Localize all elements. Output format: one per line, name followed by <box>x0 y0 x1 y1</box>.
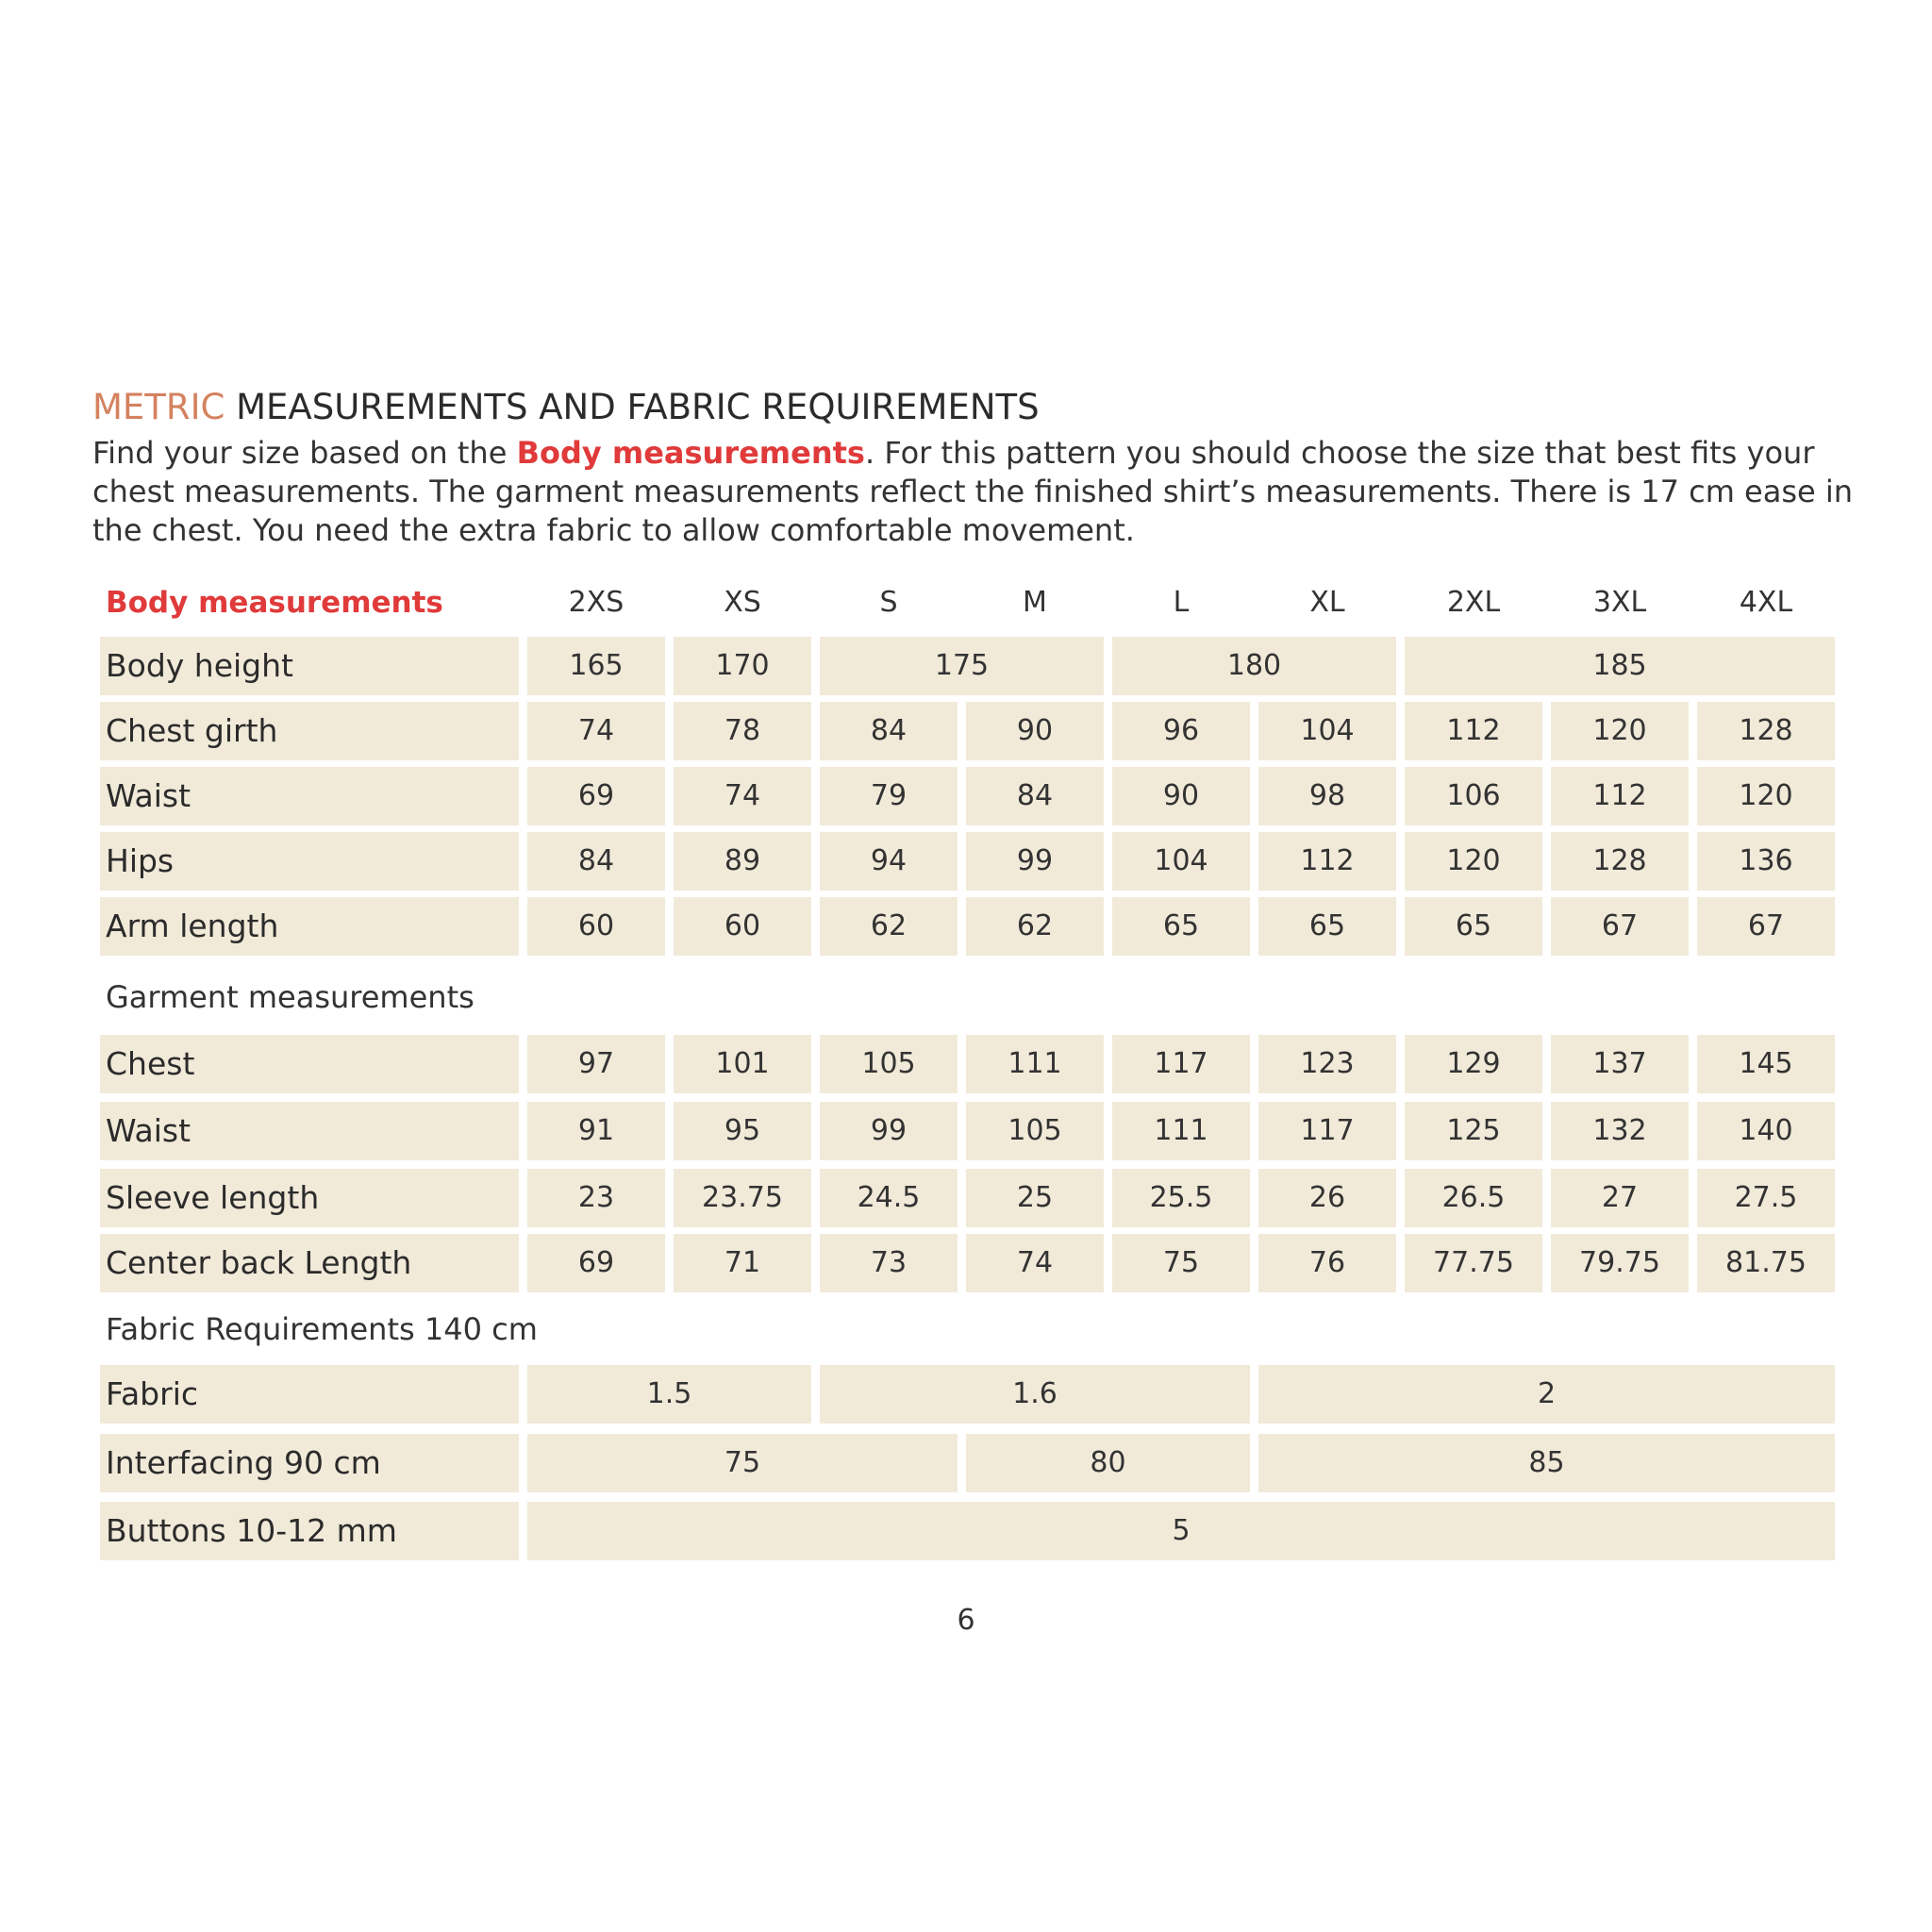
size-header: 2XS <box>568 586 625 619</box>
row-label: Sleeve length <box>100 1169 519 1227</box>
table-row <box>0 1434 1932 1492</box>
table-cell: 84 <box>527 832 665 891</box>
table-cell: 175 <box>820 637 1104 695</box>
table-cell: 132 <box>1551 1102 1689 1160</box>
table-cell: 94 <box>820 832 958 891</box>
table-cell: 69 <box>527 767 665 825</box>
table-row <box>0 1365 1932 1424</box>
table-cell: 99 <box>820 1102 958 1160</box>
table-cell: 117 <box>1112 1035 1250 1093</box>
table-cell: 75 <box>527 1434 958 1492</box>
table-row <box>0 832 1932 891</box>
size-header: S <box>879 586 898 619</box>
page-title <box>92 387 1040 427</box>
table-cell: 99 <box>966 832 1104 891</box>
table-cell: 67 <box>1697 897 1835 956</box>
table-cell: 128 <box>1697 702 1835 760</box>
intro-paragraph <box>92 434 1866 550</box>
table-cell: 91 <box>527 1102 665 1160</box>
table-cell: 120 <box>1551 702 1689 760</box>
table-cell: 112 <box>1258 832 1396 891</box>
table-cell: 185 <box>1405 637 1835 695</box>
table-row <box>0 1234 1932 1292</box>
table-cell: 140 <box>1697 1102 1835 1160</box>
table-cell: 81.75 <box>1697 1234 1835 1292</box>
row-label: Chest girth <box>100 702 519 760</box>
table-cell: 26.5 <box>1405 1169 1542 1227</box>
table-cell: 111 <box>966 1035 1104 1093</box>
table-cell: 137 <box>1551 1035 1689 1093</box>
table-cell: 112 <box>1551 767 1689 825</box>
table-cell: 123 <box>1258 1035 1396 1093</box>
table-cell: 1.6 <box>820 1365 1250 1424</box>
table-cell: 84 <box>966 767 1104 825</box>
table-cell: 128 <box>1551 832 1689 891</box>
table-cell: 120 <box>1405 832 1542 891</box>
table-cell: 65 <box>1405 897 1542 956</box>
intro-highlight: Body measurements <box>516 435 865 471</box>
table-cell: 98 <box>1258 767 1396 825</box>
body-measurements-label: Body measurements <box>106 586 443 620</box>
table-row <box>0 897 1932 956</box>
table-cell: 74 <box>674 767 811 825</box>
table-cell: 80 <box>966 1434 1250 1492</box>
row-label: Center back Length <box>100 1234 519 1292</box>
size-header: XL <box>1309 586 1345 619</box>
table-cell: 106 <box>1405 767 1542 825</box>
table-row <box>0 1169 1932 1227</box>
table-cell: 89 <box>674 832 811 891</box>
row-label: Interfacing 90 cm <box>100 1434 519 1492</box>
row-label: Body height <box>100 637 519 695</box>
table-cell: 2 <box>1258 1365 1835 1424</box>
row-label: Buttons 10-12 mm <box>100 1502 519 1560</box>
table-cell: 84 <box>820 702 958 760</box>
intro-text-before: Find your size based on the <box>92 435 517 471</box>
table-cell: 5 <box>527 1502 1835 1560</box>
table-cell: 117 <box>1258 1102 1396 1160</box>
table-cell: 170 <box>674 637 811 695</box>
table-cell: 145 <box>1697 1035 1835 1093</box>
row-label: Chest <box>100 1035 519 1093</box>
table-cell: 27 <box>1551 1169 1689 1227</box>
table-cell: 69 <box>527 1234 665 1292</box>
row-label: Arm length <box>100 897 519 956</box>
row-label: Fabric <box>100 1365 519 1424</box>
size-header-row <box>0 579 1932 626</box>
table-cell: 97 <box>527 1035 665 1093</box>
table-cell: 26 <box>1258 1169 1396 1227</box>
table-cell: 90 <box>966 702 1104 760</box>
table-cell: 95 <box>674 1102 811 1160</box>
table-cell: 120 <box>1697 767 1835 825</box>
row-label: Waist <box>100 1102 519 1160</box>
table-row <box>0 637 1932 695</box>
table-cell: 104 <box>1112 832 1250 891</box>
table-cell: 74 <box>966 1234 1104 1292</box>
size-header: L <box>1173 586 1190 619</box>
intro-text-after: . For this pattern you should choose the size that best fits your chest measurements. The garment measurements reflect the finished shirt’s measurements. There is 17 cm ease in the chest. You need the extra fabric to allow comfortable movement. <box>92 435 1854 548</box>
table-row <box>0 767 1932 825</box>
garment-section-label: Garment measurements <box>106 979 475 1015</box>
table-cell: 75 <box>1112 1234 1250 1292</box>
table-cell: 129 <box>1405 1035 1542 1093</box>
size-header: XS <box>724 586 761 619</box>
table-cell: 85 <box>1258 1434 1835 1492</box>
table-cell: 71 <box>674 1234 811 1292</box>
size-header: 3XL <box>1592 586 1647 619</box>
table-cell: 60 <box>527 897 665 956</box>
row-label: Waist <box>100 767 519 825</box>
table-row <box>0 1102 1932 1160</box>
table-cell: 74 <box>527 702 665 760</box>
table-cell: 136 <box>1697 832 1835 891</box>
table-cell: 77.75 <box>1405 1234 1542 1292</box>
page-number: 6 <box>957 1604 975 1637</box>
table-cell: 111 <box>1112 1102 1250 1160</box>
table-cell: 101 <box>674 1035 811 1093</box>
table-cell: 125 <box>1405 1102 1542 1160</box>
table-cell: 104 <box>1258 702 1396 760</box>
fabric-section-label: Fabric Requirements 140 cm <box>106 1311 538 1347</box>
table-cell: 105 <box>820 1035 958 1093</box>
table-cell: 112 <box>1405 702 1542 760</box>
table-row <box>0 1035 1932 1093</box>
table-row <box>0 702 1932 760</box>
table-cell: 67 <box>1551 897 1689 956</box>
table-cell: 1.5 <box>527 1365 811 1424</box>
table-cell: 165 <box>527 637 665 695</box>
size-header: M <box>1023 586 1047 619</box>
table-cell: 65 <box>1112 897 1250 956</box>
table-cell: 25.5 <box>1112 1169 1250 1227</box>
table-cell: 23 <box>527 1169 665 1227</box>
table-cell: 65 <box>1258 897 1396 956</box>
table-cell: 23.75 <box>674 1169 811 1227</box>
table-cell: 24.5 <box>820 1169 958 1227</box>
table-cell: 62 <box>820 897 958 956</box>
table-cell: 60 <box>674 897 811 956</box>
table-cell: 78 <box>674 702 811 760</box>
table-cell: 105 <box>966 1102 1104 1160</box>
table-cell: 73 <box>820 1234 958 1292</box>
row-label: Hips <box>100 832 519 891</box>
table-row <box>0 1502 1932 1560</box>
size-header: 4XL <box>1739 586 1793 619</box>
table-cell: 76 <box>1258 1234 1396 1292</box>
table-cell: 25 <box>966 1169 1104 1227</box>
table-cell: 62 <box>966 897 1104 956</box>
table-cell: 27.5 <box>1697 1169 1835 1227</box>
table-cell: 96 <box>1112 702 1250 760</box>
table-cell: 180 <box>1112 637 1396 695</box>
title-rest: MEASUREMENTS AND FABRIC REQUIREMENTS <box>236 387 1040 427</box>
size-header: 2XL <box>1446 586 1501 619</box>
title-accent: METRIC <box>92 387 225 427</box>
table-cell: 90 <box>1112 767 1250 825</box>
table-cell: 79.75 <box>1551 1234 1689 1292</box>
table-cell: 79 <box>820 767 958 825</box>
